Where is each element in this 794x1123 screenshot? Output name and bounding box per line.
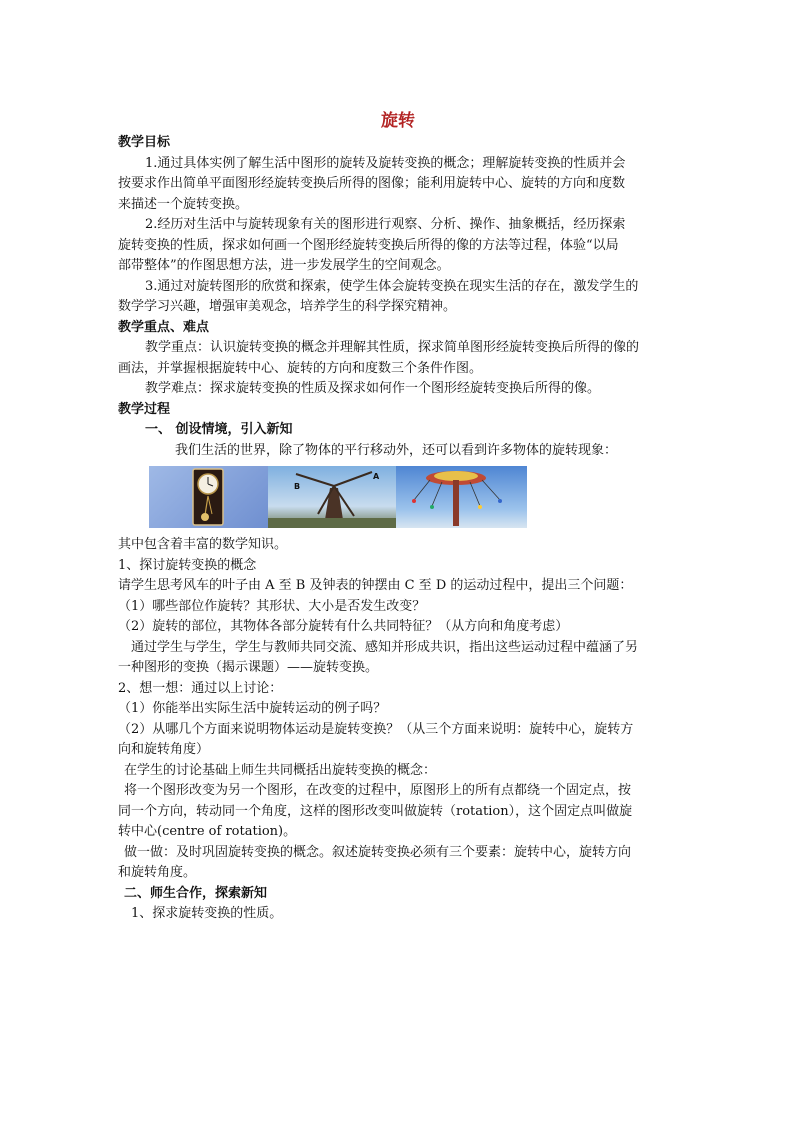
paragraph: 2、想一想：通过以上讨论： xyxy=(118,680,283,696)
paragraph: 1、探求旋转变换的性质。 xyxy=(131,906,283,921)
paragraph: 部带整体”的作图思想方法，进一步发展学生的空间观念。 xyxy=(118,258,450,273)
swing-ride-image xyxy=(396,466,527,528)
paragraph: 和旋转角度。 xyxy=(118,865,197,880)
section-heading-process: 教学过程 xyxy=(118,401,171,417)
paragraph: 2.经历对生活中与旋转现象有关的图形进行观察、分析、操作、抽象概括，经历探索 xyxy=(145,217,626,232)
paragraph: （2）旋转的部位，其物体各部分旋转有什么共同特征？（从方向和角度考虑） xyxy=(118,619,569,634)
windmill-image xyxy=(268,466,396,528)
paragraph: 其中包含着丰富的数学知识。 xyxy=(118,537,288,552)
paragraph: 通过学生与学生，学生与教师共同交流、感知并形成共识，指出这些运动过程中蕴涵了另 xyxy=(131,639,639,655)
paragraph: 做一做：及时巩固旋转变换的概念。叙述旋转变换必须有三个要素：旋转中心，旋转方向 xyxy=(124,844,632,860)
paragraph: 1、探讨旋转变换的概念 xyxy=(118,557,257,573)
paragraph: 在学生的讨论基础上师生共同概括出旋转变换的概念： xyxy=(124,762,437,778)
paragraph: 来描述一个旋转变换。 xyxy=(118,196,249,212)
document-body xyxy=(118,133,678,925)
paragraph: （2）从哪几个方面来说明物体运动是旋转变换？（从三个方面来说明：旋转中心，旋转方 xyxy=(118,721,634,737)
subsection-heading: 一、 创设情境，引入新知 xyxy=(145,422,293,437)
paragraph: 请学生思考风车的叶子由 A 至 B 及钟表的钟摆由 C 至 D 的运动过程中，提出三个问题： xyxy=(118,578,633,593)
paragraph: 一种图形的变换（揭示课题）——旋转变换。 xyxy=(118,660,379,675)
paragraph: 3.通过对旋转图形的欣赏和探索，使学生体会旋转变换在现实生活的存在，激发学生的 xyxy=(145,278,639,294)
paragraph: 按要求作出简单平面图形经旋转变换后所得的图像；能利用旋转中心、旋转的方向和度数 xyxy=(118,176,626,191)
paragraph: 转中心(centre of rotation)。 xyxy=(118,824,297,839)
paragraph: 数学学习兴趣，增强审美观念，培养学生的科学探究精神。 xyxy=(118,299,457,314)
paragraph: 将一个图形改变为另一个图形，在改变的过程中，原图形上的所有点都绕一个固定点，按 xyxy=(124,783,632,798)
subsection-heading: 二、师生合作，探索新知 xyxy=(124,885,268,901)
swing-ride-icon xyxy=(396,466,527,528)
windmill-label-b: B xyxy=(294,482,301,491)
paragraph: 同一个方向，转动同一个角度，这样的图形改变叫做旋转（rotation），这个固定点叫做旋 xyxy=(118,803,633,819)
photo-strip xyxy=(149,466,678,528)
paragraph: 我们生活的世界，除了物体的平行移动外，还可以看到许多物体的旋转现象： xyxy=(175,442,618,458)
pendulum-clock-icon xyxy=(149,466,268,528)
paragraph: 画法，并掌握根据旋转中心、旋转的方向和度数三个条件作图。 xyxy=(118,360,483,376)
section-heading-key-points: 教学重点、难点 xyxy=(118,319,210,335)
paragraph: 教学难点：探求旋转变换的性质及探求如何作一个图形经旋转变换后所得的像。 xyxy=(145,381,601,396)
document-title: 旋转 xyxy=(381,111,415,131)
paragraph: （1）你能举出实际生活中旋转运动的例子吗？ xyxy=(118,701,387,716)
windmill-label-a: A xyxy=(373,472,380,481)
paragraph: 1.通过具体实例了解生活中图形的旋转及旋转变换的概念；理解旋转变换的性质并会 xyxy=(145,155,626,171)
section-heading-objectives: 教学目标 xyxy=(118,135,171,150)
paragraph: （1）哪些部位作旋转？其形状、大小是否发生改变？ xyxy=(118,598,426,614)
paragraph: 教学重点：认识旋转变换的概念并理解其性质，探求简单图形经旋转变换后所得的像的 xyxy=(145,340,640,355)
paragraph: 向和旋转角度） xyxy=(118,742,210,757)
paragraph: 旋转变换的性质，探求如何画一个图形经旋转变换后所得的像的方法等过程，体验“以局 xyxy=(118,237,619,253)
pendulum-clock-image xyxy=(149,466,268,528)
